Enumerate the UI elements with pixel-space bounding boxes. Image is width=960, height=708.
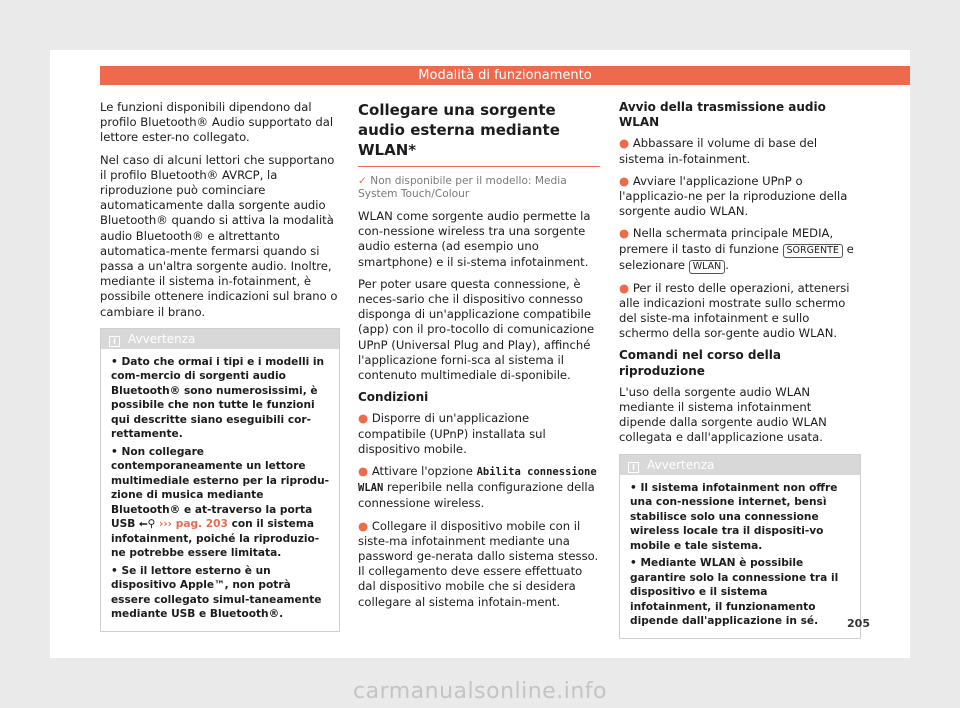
availability-note: ✓ Non disponibile per il modello: Media System Touch/Colour — [358, 175, 567, 200]
section-title: Collegare una sorgente audio esterna mediante WLAN* — [358, 100, 600, 167]
note-item: • Dato che ormai i tipi e i modelli in com-mercio di sorgenti audio Bluetooth® sono numerosissimi, è possibile che non tutte le funzioni qui descritte siano eseguibili cor-rettamente. — [111, 355, 325, 441]
list-item: ● Per il resto delle operazioni, attenersi alle indicazioni mostrate sullo schermo del siste-ma infotainment e sullo schermo della sor-gente audio WLAN. — [619, 280, 850, 341]
bullet-icon: ● — [358, 518, 369, 533]
info-icon: i — [628, 462, 639, 473]
bullet-icon: ● — [619, 280, 630, 295]
info-icon: i — [109, 336, 120, 347]
note-title: Avvertenza — [128, 331, 196, 346]
key-sorgente: SORGENTE — [783, 244, 843, 258]
paragraph: L'uso della sorgente audio WLAN mediante il sistema infotainment dipende dalla sorgente audio WLAN collegata e dall'applicazione usata. — [619, 384, 827, 445]
paragraph: Le funzioni disponibili dipendono dal profilo Bluetooth® Audio supportato dal lettore ester-no collegato. — [100, 100, 334, 145]
bullet-icon: ● — [619, 136, 630, 151]
note-header — [101, 329, 339, 349]
column-middle — [358, 100, 600, 617]
check-icon: ✓ — [358, 175, 367, 187]
note-item: • Il sistema infotainment non offre una con-nessione internet, bensì stabilisce solo una connessione wireless locale tra il dispositi-vo mobile e tale sistema. — [630, 481, 838, 552]
usb-icon: ⭠⚲ — [139, 518, 156, 531]
page-number: 205 — [847, 617, 870, 630]
paragraph: Per poter usare questa connessione, è neces-sario che il dispositivo connesso disponga di un'applicazione compatibile (app) con il pro-tocollo di comunicazione UPnP (Universal Plug and Play), affinché l'applicazione forni-sca al sistema il contenuto multimediale di-sponibile. — [358, 276, 595, 383]
note-title: Avvertenza — [647, 457, 715, 472]
key-wlan: WLAN — [689, 260, 726, 274]
note-header — [620, 455, 860, 475]
list-item: ● Abbassare il volume di base del sistema in-fotainment. — [619, 136, 818, 166]
subheading: Comandi nel corso della riproduzione — [619, 348, 781, 378]
paragraph: Nel caso di alcuni lettori che supportano il profilo Bluetooth® AVRCP, la riproduzione può cominciare automaticamente dalla sorgente audio Bluetooth® quando si attiva la modalità audio Bluetooth® e altrettanto automatica-mente fermarsi quando si passa a un'altra sorgente audio. Inoltre, mediante il sistema in-fotainment, è possibile ottenere indicazioni sul brano o cambiare il brano. — [100, 152, 338, 319]
watermark: carmanualsonline.info — [353, 679, 607, 704]
list-item: ● Avviare l'applicazione UPnP o l'applicazio-ne per la riproduzione della sorgente audio WLAN. — [619, 173, 848, 219]
bullet-icon: ● — [619, 226, 630, 241]
list-item: ● Attivare l'opzione Abilita connessione WLAN reperibile nella configurazione della connessione wireless. — [358, 464, 597, 511]
note-box — [619, 454, 861, 639]
subheading: Avvio della trasmissione audio WLAN — [619, 100, 826, 130]
note-body — [101, 349, 339, 631]
list-item: ● Nella schermata principale MEDIA, premere il tasto di funzione SORGENTE e selezionare WLAN . — [619, 226, 854, 272]
column-left — [100, 100, 340, 632]
note-item: • Se il lettore esterno è un dispositivo Apple™, non potrà essere collegato simul-taneamente mediante USB e Bluetooth®. — [111, 564, 322, 621]
note-item: • Non collegare contemporaneamente un lettore multimediale esterno per la riprodu-zione di musica mediante Bluetooth® e at-traverso la porta USB ⭠⚲ ››› pag. 203 con il sistema infotainment, poiché la riproduzio-ne potrebbe essere limitata. — [111, 445, 330, 560]
column-right — [619, 100, 861, 639]
note-body — [620, 475, 860, 638]
note-item: • Mediante WLAN è possibile garantire solo la connessione tra il dispositivo e il sistema infotainment, il funzionamento dipende dall'applicazione in sé. — [630, 557, 839, 628]
list-item: ● Collegare il dispositivo mobile con il siste-ma infotainment mediante una password ge-nerata dallo sistema stesso. Il collegamento deve essere effettuato dal dispositivo mobile che si desidera collegare al sistema infotain-ment. — [358, 518, 599, 609]
list-item: ● Disporre di un'applicazione compatibile (UPnP) installata sul dispositivo mobile. — [358, 411, 546, 456]
bullet-icon: ● — [358, 464, 369, 479]
manual-page — [50, 50, 910, 658]
bullet-icon: ● — [619, 173, 630, 188]
subheading: Condizioni — [358, 390, 429, 405]
page-reference-link[interactable]: ››› pag. 203 — [158, 518, 228, 531]
option-name: Abilita connessione WLAN — [358, 466, 597, 495]
note-box — [100, 328, 340, 632]
paragraph: WLAN come sorgente audio permette la con-nessione wireless tra una sorgente audio esterna (ad esempio uno smartphone) e il si-stema infotainment. — [358, 209, 591, 269]
bullet-icon: ● — [358, 411, 369, 426]
section-header: Modalità di funzionamento — [100, 66, 910, 85]
